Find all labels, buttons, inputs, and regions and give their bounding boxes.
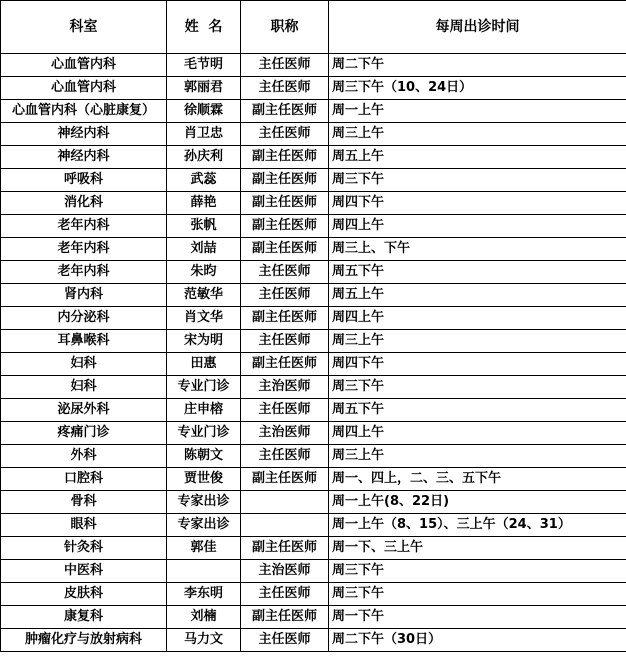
schedule-time-cell: 周四下午 <box>329 353 626 376</box>
schedule-time-cell: 周三下午 <box>329 169 626 192</box>
title-cell: 主任医师 <box>241 445 329 468</box>
dept-cell: 眼科 <box>1 514 167 537</box>
doctor-name-cell: 田惠 <box>167 353 241 376</box>
title-cell: 主任医师 <box>241 583 329 606</box>
title-cell: 副主任医师 <box>241 606 329 629</box>
table-row <box>1 238 626 261</box>
title-cell: 主任医师 <box>241 54 329 77</box>
schedule-time-cell: 周四上午 <box>329 215 626 238</box>
schedule-body <box>1 54 626 652</box>
table-row <box>1 77 626 100</box>
schedule-time-cell: 周三下午 <box>329 560 626 583</box>
title-cell: 副主任医师 <box>241 468 329 491</box>
title-cell <box>241 491 329 514</box>
schedule-time-cell: 周三下午 <box>329 583 626 606</box>
schedule-time-cell: 周四上午 <box>329 422 626 445</box>
doctor-name-cell: 李东明 <box>167 583 241 606</box>
dept-cell: 外科 <box>1 445 167 468</box>
dept-cell: 老年内科 <box>1 215 167 238</box>
table-row <box>1 353 626 376</box>
table-row <box>1 491 626 514</box>
schedule-time-cell: 周五上午 <box>329 146 626 169</box>
table-row <box>1 445 626 468</box>
title-cell: 副主任医师 <box>241 146 329 169</box>
schedule-time-cell: 周一下午 <box>329 606 626 629</box>
title-cell: 主任医师 <box>241 284 329 307</box>
dept-cell: 康复科 <box>1 606 167 629</box>
table-row <box>1 330 626 353</box>
dept-cell: 消化科 <box>1 192 167 215</box>
table-row <box>1 583 626 606</box>
dept-cell: 肿瘤化疗与放射病科 <box>1 629 167 652</box>
table-row <box>1 399 626 422</box>
table-row <box>1 215 626 238</box>
schedule-time-cell: 周四上午 <box>329 307 626 330</box>
doctor-name-cell: 专业门诊 <box>167 422 241 445</box>
doctor-name-cell: 庄申榕 <box>167 399 241 422</box>
dept-cell: 皮肤科 <box>1 583 167 606</box>
header-dept: 科室 <box>1 1 167 54</box>
dept-cell: 神经内科 <box>1 123 167 146</box>
dept-cell: 老年内科 <box>1 238 167 261</box>
dept-cell: 疼痛门诊 <box>1 422 167 445</box>
table-row <box>1 560 626 583</box>
dept-cell: 心血管内科 <box>1 54 167 77</box>
table-row <box>1 123 626 146</box>
schedule-time-cell: 周四下午 <box>329 192 626 215</box>
table-row <box>1 146 626 169</box>
doctor-name-cell: 毛节明 <box>167 54 241 77</box>
doctor-name-cell: 马力文 <box>167 629 241 652</box>
doctor-name-cell: 郭佳 <box>167 537 241 560</box>
dept-cell: 呼吸科 <box>1 169 167 192</box>
title-cell: 主任医师 <box>241 629 329 652</box>
schedule-time-cell: 周五下午 <box>329 261 626 284</box>
schedule-time-cell: 周二下午（30日） <box>329 629 626 652</box>
table-row <box>1 169 626 192</box>
schedule-time-cell: 周五下午 <box>329 399 626 422</box>
title-cell: 副主任医师 <box>241 100 329 123</box>
dept-cell: 心血管内科（心脏康复） <box>1 100 167 123</box>
dept-cell: 泌尿外科 <box>1 399 167 422</box>
table-row <box>1 284 626 307</box>
table-row <box>1 376 626 399</box>
doctor-name-cell: 薛艳 <box>167 192 241 215</box>
table-row <box>1 54 626 77</box>
doctor-name-cell: 张帆 <box>167 215 241 238</box>
doctor-name-cell: 肖文华 <box>167 307 241 330</box>
dept-cell: 心血管内科 <box>1 77 167 100</box>
title-cell: 主任医师 <box>241 399 329 422</box>
dept-cell: 老年内科 <box>1 261 167 284</box>
table-row <box>1 307 626 330</box>
table-row <box>1 629 626 652</box>
header-name: 姓 名 <box>167 1 241 54</box>
schedule-time-cell: 周五上午 <box>329 284 626 307</box>
dept-cell: 针灸科 <box>1 537 167 560</box>
doctor-name-cell: 专业门诊 <box>167 376 241 399</box>
schedule-time-cell: 周三上、下午 <box>329 238 626 261</box>
schedule-time-cell: 周二下午 <box>329 54 626 77</box>
title-cell: 主任医师 <box>241 77 329 100</box>
title-cell: 主任医师 <box>241 123 329 146</box>
schedule-time-cell: 周一上午（8、15）、三上午（24、31） <box>329 514 626 537</box>
table-row <box>1 100 626 123</box>
schedule-time-cell: 周一下、三上午 <box>329 537 626 560</box>
title-cell: 副主任医师 <box>241 307 329 330</box>
doctor-name-cell: 刘楠 <box>167 606 241 629</box>
dept-cell: 骨科 <box>1 491 167 514</box>
schedule-time-cell: 周三上午 <box>329 330 626 353</box>
schedule-time-cell: 周三下午（10、24日） <box>329 77 626 100</box>
dept-cell: 神经内科 <box>1 146 167 169</box>
schedule-time-cell: 周一、四上，二、三、五下午 <box>329 468 626 491</box>
title-cell: 副主任医师 <box>241 215 329 238</box>
doctor-name-cell: 宋为明 <box>167 330 241 353</box>
table-row <box>1 468 626 491</box>
title-cell: 主任医师 <box>241 330 329 353</box>
table-row <box>1 514 626 537</box>
dept-cell: 口腔科 <box>1 468 167 491</box>
doctor-name-cell: 徐顺霖 <box>167 100 241 123</box>
schedule-time-cell: 周一上午(8、22日) <box>329 491 626 514</box>
dept-cell: 中医科 <box>1 560 167 583</box>
table-row <box>1 606 626 629</box>
doctor-name-cell: 范敏华 <box>167 284 241 307</box>
title-cell <box>241 514 329 537</box>
dept-cell: 内分泌科 <box>1 307 167 330</box>
table-row <box>1 537 626 560</box>
header-row <box>1 1 626 54</box>
title-cell: 副主任医师 <box>241 537 329 560</box>
dept-cell: 耳鼻喉科 <box>1 330 167 353</box>
doctor-name-cell <box>167 560 241 583</box>
doctor-name-cell: 武蕊 <box>167 169 241 192</box>
doctor-name-cell: 陈朝文 <box>167 445 241 468</box>
title-cell: 副主任医师 <box>241 238 329 261</box>
title-cell: 主任医师 <box>241 261 329 284</box>
table-row <box>1 192 626 215</box>
header-time: 每周出诊时间 <box>329 1 626 54</box>
schedule-time-cell: 周三上午 <box>329 123 626 146</box>
title-cell: 副主任医师 <box>241 169 329 192</box>
header-title: 职称 <box>241 1 329 54</box>
doctor-name-cell: 贾世俊 <box>167 468 241 491</box>
doctor-name-cell: 专家出诊 <box>167 514 241 537</box>
doctor-name-cell: 孙庆利 <box>167 146 241 169</box>
table-row <box>1 261 626 284</box>
title-cell: 主治医师 <box>241 422 329 445</box>
dept-cell: 肾内科 <box>1 284 167 307</box>
doctor-name-cell: 刘喆 <box>167 238 241 261</box>
table-row <box>1 422 626 445</box>
doctor-name-cell: 专家出诊 <box>167 491 241 514</box>
title-cell: 副主任医师 <box>241 353 329 376</box>
doctor-name-cell: 朱昀 <box>167 261 241 284</box>
title-cell: 主治医师 <box>241 560 329 583</box>
dept-cell: 妇科 <box>1 376 167 399</box>
doctor-name-cell: 郭丽君 <box>167 77 241 100</box>
schedule-time-cell: 周三上午 <box>329 445 626 468</box>
title-cell: 副主任医师 <box>241 192 329 215</box>
schedule-time-cell: 周三下午 <box>329 376 626 399</box>
schedule-time-cell: 周一上午 <box>329 100 626 123</box>
title-cell: 主治医师 <box>241 376 329 399</box>
dept-cell: 妇科 <box>1 353 167 376</box>
doctor-name-cell: 肖卫忠 <box>167 123 241 146</box>
